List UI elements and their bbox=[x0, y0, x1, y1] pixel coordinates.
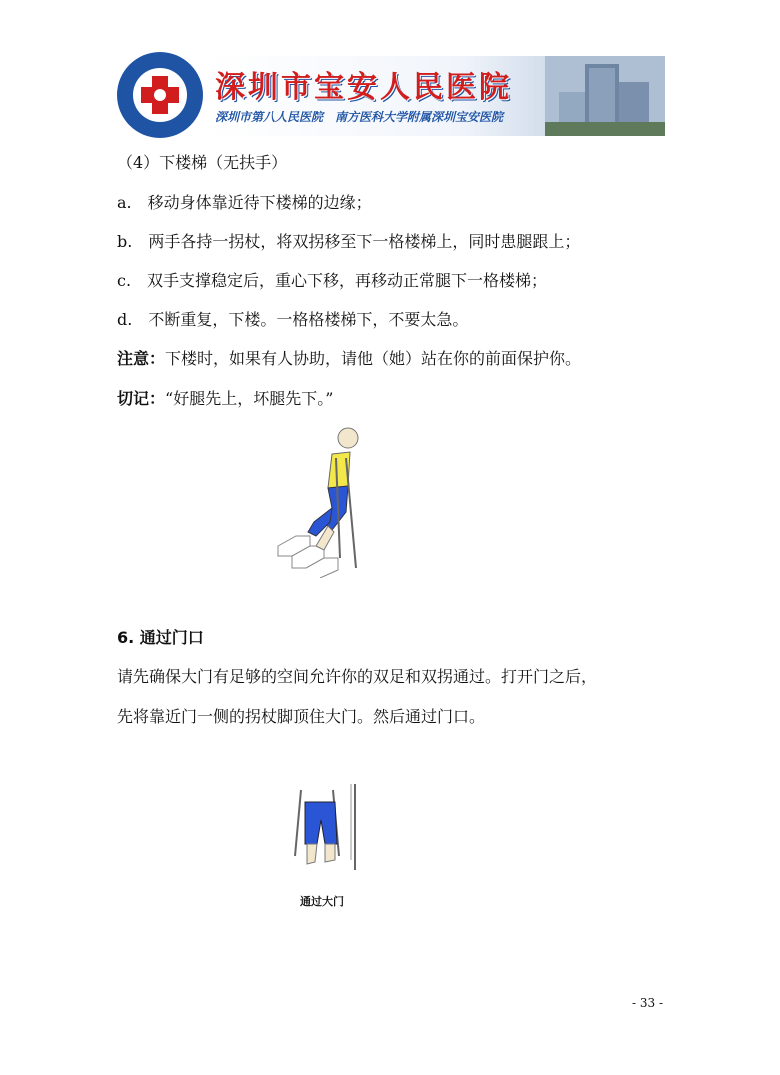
hospital-building-image bbox=[545, 56, 665, 136]
remember-text: “好腿先上，坏腿先下。” bbox=[165, 389, 334, 408]
hospital-logo bbox=[117, 52, 203, 138]
step-c: c. 双手支撑稳定后，重心下移，再移动正常腿下一格楼梯； bbox=[117, 271, 548, 290]
note-text: 下楼时，如果有人协助，请他（她）站在你的前面保护你。 bbox=[165, 349, 582, 368]
heading-downstairs: （4）下楼梯（无扶手） bbox=[117, 153, 288, 172]
page-number: - 33 - bbox=[632, 996, 664, 1010]
note-label: 注意： bbox=[117, 349, 166, 368]
step-b: b. 两手各持一拐杖，将双拐移至下一格楼梯上，同时患腿跟上； bbox=[117, 232, 581, 251]
section-6-paragraph-1: 请先确保大门有足够的空间允许你的双足和双拐通过。打开门之后， bbox=[117, 667, 598, 686]
note-line bbox=[117, 348, 581, 370]
figure-through-door bbox=[285, 780, 365, 890]
figure-descending-stairs bbox=[270, 418, 370, 578]
remember-line bbox=[117, 388, 333, 410]
hospital-header bbox=[117, 52, 665, 140]
section-6-paragraph-2: 先将靠近门一侧的拐杖脚顶住大门。然后通过门口。 bbox=[117, 707, 486, 726]
hospital-name: 深圳市宝安人民医院 bbox=[215, 70, 512, 105]
remember-label: 切记： bbox=[117, 389, 166, 408]
step-d: d. 不断重复，下楼。一格格楼梯下，不要太急。 bbox=[117, 310, 469, 329]
hospital-banner bbox=[207, 56, 665, 136]
step-a: a. 移动身体靠近待下楼梯的边缘； bbox=[117, 193, 372, 212]
figure-2-caption: 通过大门 bbox=[300, 895, 344, 908]
hospital-subtitle: 深圳市第八人民医院 南方医科大学附属深圳宝安医院 bbox=[215, 110, 504, 124]
section-6-title: 6. 通过门口 bbox=[117, 628, 204, 647]
